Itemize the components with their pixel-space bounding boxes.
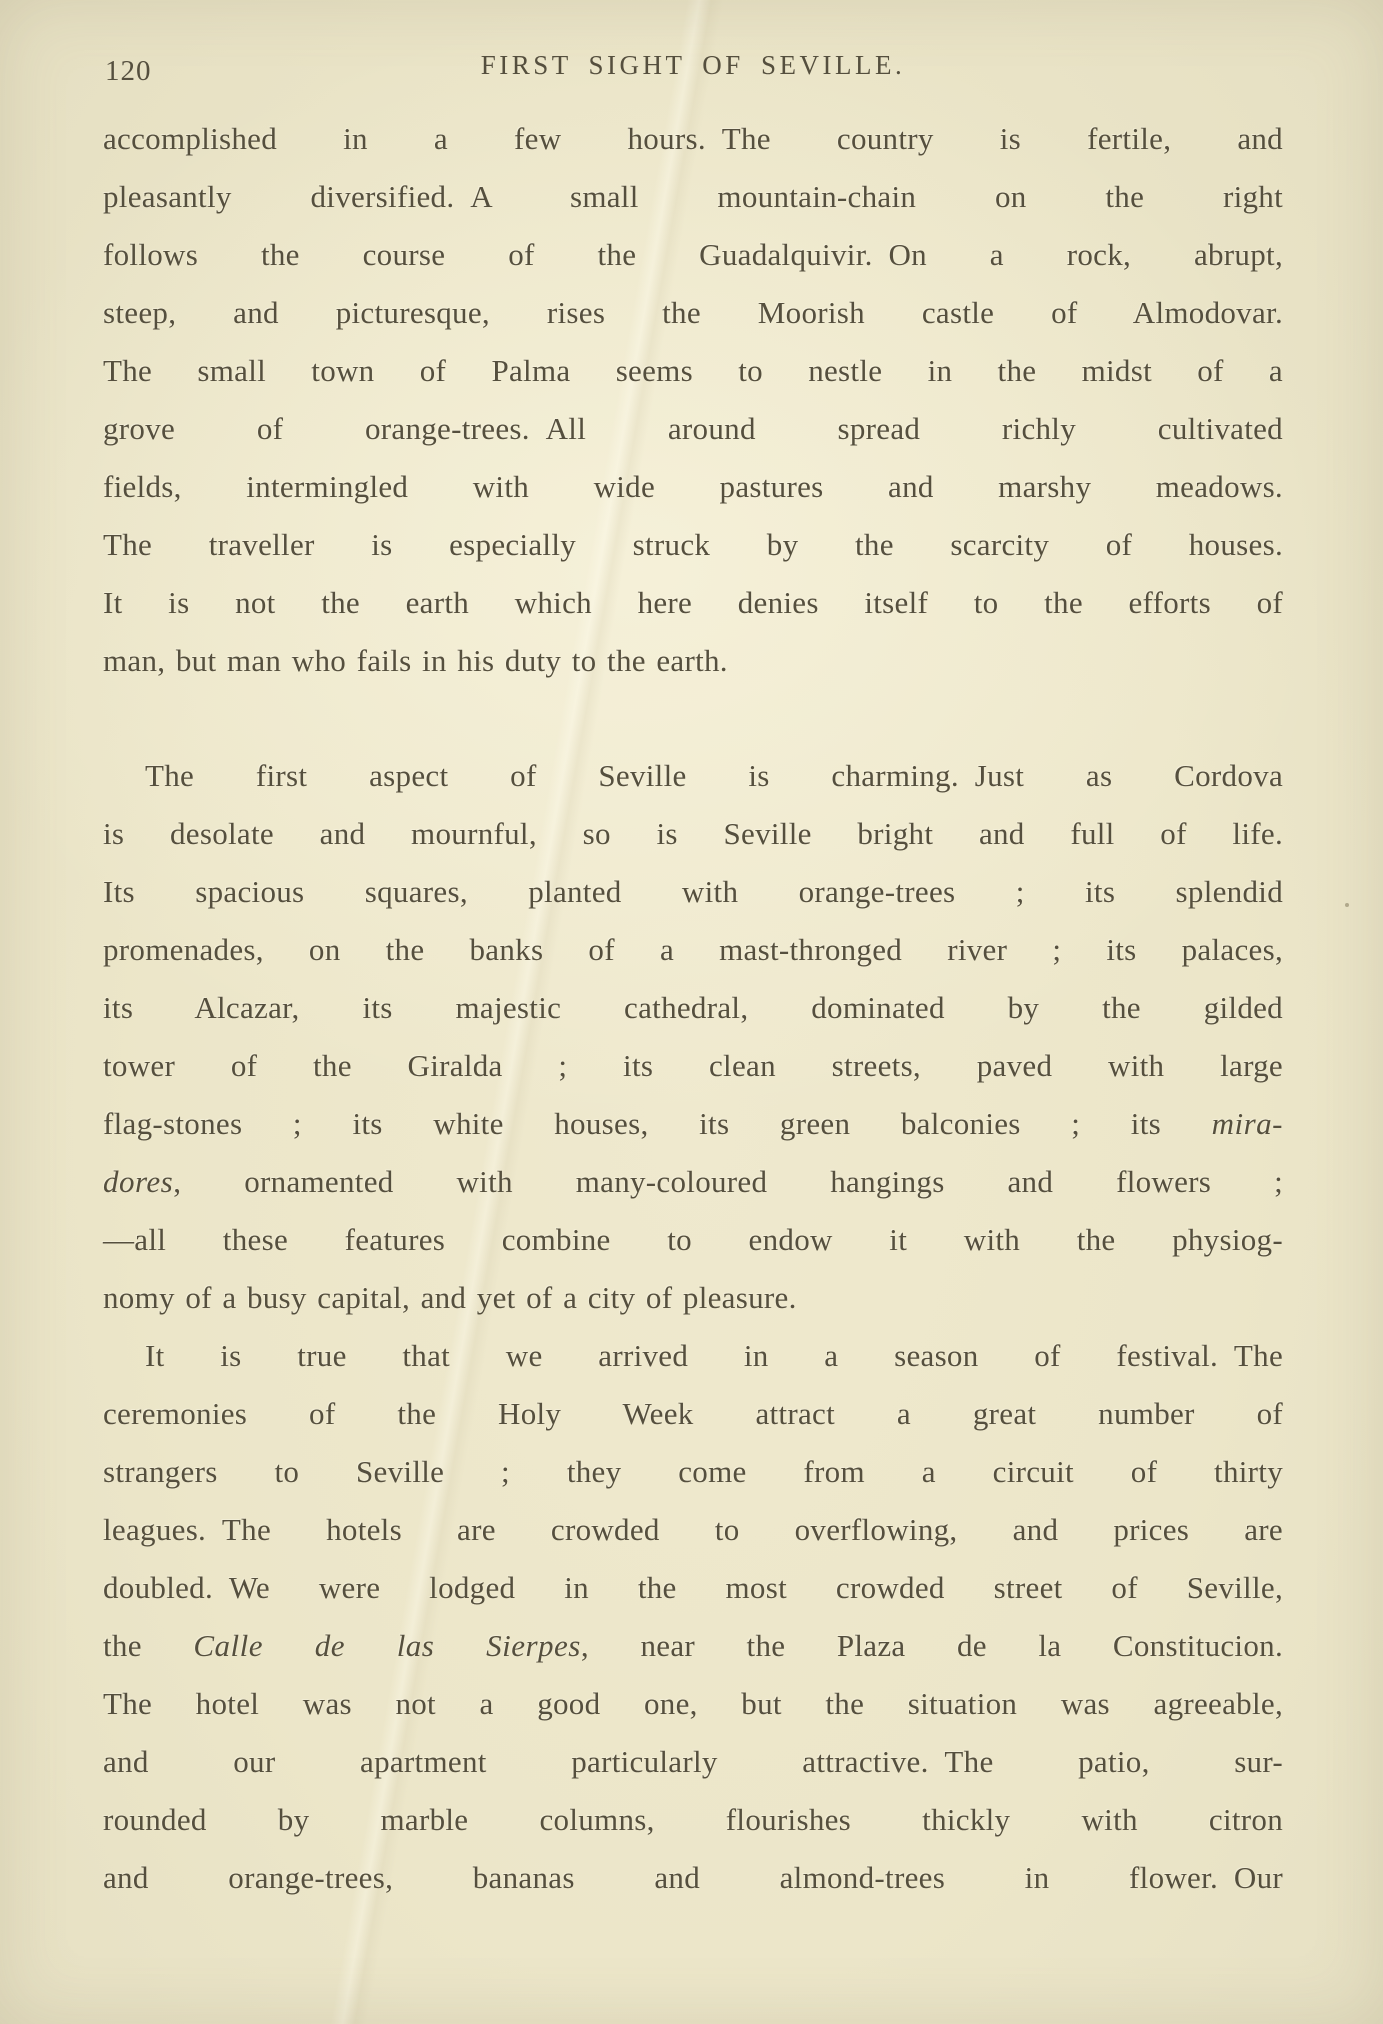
text-segment: the xyxy=(103,1628,194,1663)
text-line xyxy=(103,168,1283,226)
text-line xyxy=(103,747,1283,805)
italic-text: Calle de las Sierpes xyxy=(193,1628,581,1663)
text-segment: nomy of a busy capital, and yet of a city of pleasure. xyxy=(103,1280,797,1315)
page-header xyxy=(103,50,1283,92)
text-line xyxy=(103,1501,1283,1559)
text-segment: Its spacious squares, planted with orange-trees ; its splendid xyxy=(103,874,1283,909)
text-line xyxy=(103,1269,1283,1327)
running-head: FIRST SIGHT OF SEVILLE. xyxy=(480,50,906,80)
text-line xyxy=(103,342,1283,400)
text-segment: man, but man who fails in his duty to the earth. xyxy=(103,643,728,678)
text-line xyxy=(103,1211,1283,1269)
text-line xyxy=(103,805,1283,863)
text-segment: strangers to Seville ; they come from a circuit of thirty xyxy=(103,1454,1283,1489)
text-segment: and our apartment particularly attractive. The patio, sur- xyxy=(103,1744,1283,1779)
paragraph xyxy=(103,1327,1283,1907)
text-line xyxy=(103,632,1283,690)
text-line xyxy=(103,1037,1283,1095)
text-segment: ceremonies of the Holy Week attract a great number of xyxy=(103,1396,1283,1431)
text-line xyxy=(103,284,1283,342)
body-text xyxy=(103,110,1283,1907)
text-line xyxy=(103,1849,1283,1907)
text-segment: promenades, on the banks of a mast-thronged river ; its palaces, xyxy=(103,932,1283,967)
paper-speck xyxy=(1345,903,1349,907)
italic-text: dores xyxy=(103,1164,174,1199)
text-segment: steep, and picturesque, rises the Moorish castle of Almodovar. xyxy=(103,295,1283,330)
text-segment: rounded by marble columns, flourishes thickly with citron xyxy=(103,1802,1283,1837)
text-line xyxy=(103,1733,1283,1791)
text-segment: is desolate and mournful, so is Seville bright and full of life. xyxy=(103,816,1283,851)
text-line xyxy=(103,1675,1283,1733)
text-segment: grove of orange-trees. All around spread richly cultivated xyxy=(103,411,1283,446)
text-line xyxy=(103,574,1283,632)
text-line xyxy=(103,1095,1283,1153)
text-segment: The traveller is especially struck by the scarcity of houses. xyxy=(103,527,1283,562)
text-line xyxy=(103,863,1283,921)
text-segment: follows the course of the Guadalquivir. On a rock, abrupt, xyxy=(103,237,1283,272)
text-segment: It is not the earth which here denies itself to the efforts of xyxy=(103,585,1283,620)
paragraph xyxy=(103,747,1283,1327)
text-segment: its Alcazar, its majestic cathedral, dominated by the gilded xyxy=(103,990,1283,1025)
text-segment: tower of the Giralda ; its clean streets, paved with large xyxy=(103,1048,1283,1083)
text-line xyxy=(103,226,1283,284)
text-segment: doubled. We were lodged in the most crowded street of Seville, xyxy=(103,1570,1283,1605)
text-line xyxy=(103,1791,1283,1849)
text-line xyxy=(103,921,1283,979)
text-line xyxy=(103,1617,1283,1675)
text-line xyxy=(103,1153,1283,1211)
text-line xyxy=(103,1385,1283,1443)
paper-speck xyxy=(476,661,481,665)
text-segment: leagues. The hotels are crowded to overflowing, and prices are xyxy=(103,1512,1283,1547)
text-line xyxy=(103,1559,1283,1617)
text-line xyxy=(103,110,1283,168)
text-segment: The hotel was not a good one, but the situation was agreeable, xyxy=(103,1686,1283,1721)
text-segment: accomplished in a few hours. The country is fertile, and xyxy=(103,121,1283,156)
text-segment: —all these features combine to endow it with the physiog- xyxy=(103,1222,1283,1257)
text-segment: and orange-trees, bananas and almond-trees in flower. Our xyxy=(103,1860,1283,1895)
page-number: 120 xyxy=(105,55,152,87)
text-segment: , near the Plaza de la Constitucion. xyxy=(580,1628,1283,1663)
text-line xyxy=(103,1327,1283,1385)
text-line xyxy=(103,400,1283,458)
text-line xyxy=(103,1443,1283,1501)
paragraph xyxy=(103,110,1283,690)
text-segment: The small town of Palma seems to nestle in the midst of a xyxy=(103,353,1283,388)
text-line xyxy=(103,516,1283,574)
text-line xyxy=(103,979,1283,1037)
text-segment: The first aspect of Seville is charming. Just as Cordova xyxy=(145,758,1283,793)
text-segment: pleasantly diversified. A small mountain-chain on the right xyxy=(103,179,1283,214)
text-segment: fields, intermingled with wide pastures and marshy meadows. xyxy=(103,469,1283,504)
text-segment: It is true that we arrived in a season of festival. The xyxy=(145,1338,1283,1373)
text-line xyxy=(103,458,1283,516)
text-segment: , ornamented with many-coloured hangings and flowers ; xyxy=(173,1164,1283,1199)
text-segment: flag-stones ; its white houses, its green balconies ; its xyxy=(103,1106,1212,1141)
italic-text: mira- xyxy=(1211,1106,1283,1141)
